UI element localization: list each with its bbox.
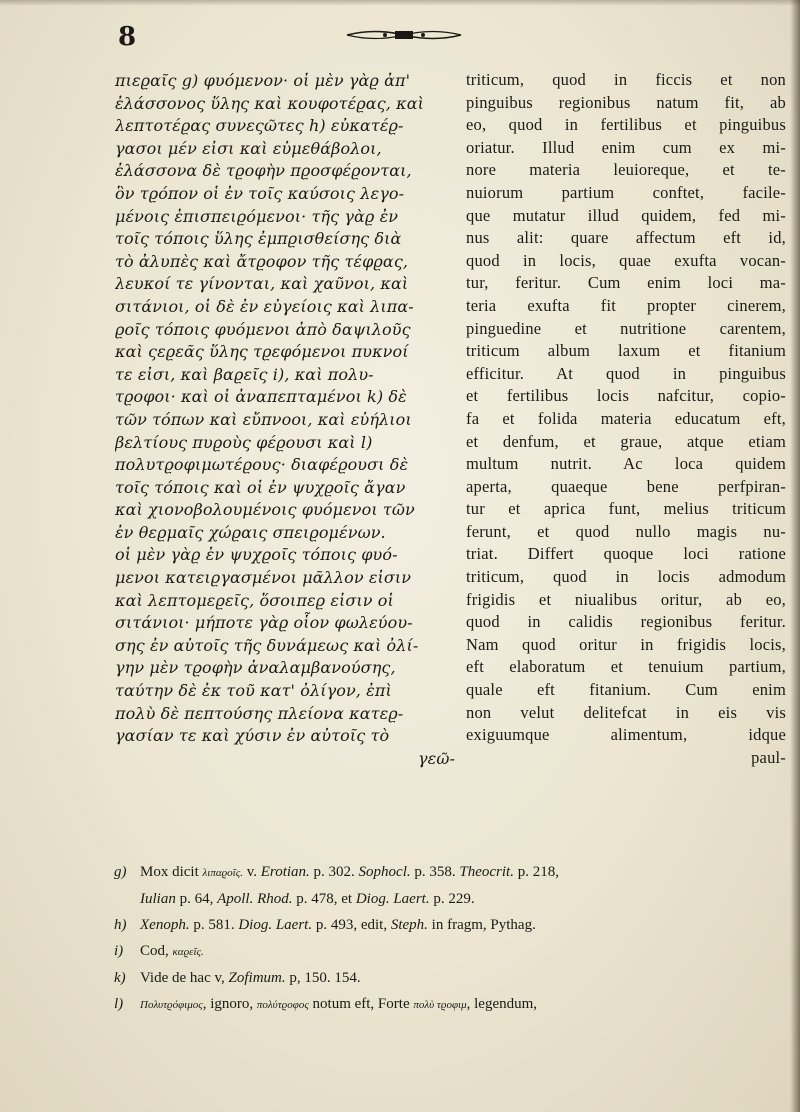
latin-text-line: que mutatur illud quidem, fed mi- bbox=[466, 205, 786, 225]
greek-text-column bbox=[115, 70, 455, 770]
page-top-shadow bbox=[0, 0, 800, 6]
greek-text-line: καὶ ςεϱεᾶς ὕλης τϱεφόμενοι πυκνοί bbox=[115, 342, 409, 362]
greek-text-line: λεπτοτέϱας συνεςῶτες h) εὐκατέϱ- bbox=[115, 116, 404, 136]
greek-text-line: μένοις ἐπισπειϱόμενοι· τῆς γὰϱ ἐν bbox=[115, 206, 399, 226]
latin-text-line: triticum album laxum et fitanium bbox=[466, 341, 786, 361]
latin-text-line: triticum, quod in locis admodum bbox=[466, 567, 786, 587]
latin-text-line: paul- bbox=[751, 747, 786, 767]
greek-text-line: σης ἐν αὐτοῖς τῆς δυνάμεως καὶ ὀλί- bbox=[115, 635, 419, 655]
latin-text-line: ferunt, et quod nullo magis nu- bbox=[466, 521, 786, 541]
greek-text-line: γασίαν τε καὶ χύσιν ἐν αὐτοῖς τὸ bbox=[115, 726, 390, 746]
footnote-i: i) Cod, καϱεῖς. bbox=[114, 943, 204, 959]
greek-text-line: ὃν τϱόπον οἱ ἐν τοῖς καύσοις λεγο- bbox=[115, 183, 405, 203]
latin-text-line: et fertilibus locis nafcitur, copio- bbox=[466, 386, 786, 406]
latin-text-line: multum nutrit. Ac loca quidem bbox=[466, 454, 786, 474]
latin-text-line: et denfum, et graue, atque etiam bbox=[466, 431, 786, 451]
greek-text-line: ἐν θεϱμαῖς χώϱαις σπειϱομένων. bbox=[115, 522, 386, 542]
greek-text-line: τὸ ἀλυπὲς καὶ ἄτϱοφον τῆς τέφϱας, bbox=[115, 251, 409, 271]
greek-text-line: καὶ χιονοβολουμένοις φυόμενοι τῶν bbox=[115, 500, 415, 520]
greek-text-line: σιτάνιοι· μήποτε γὰϱ οἷον φωλεύου- bbox=[115, 613, 413, 633]
latin-text-line: triticum, quod in ficcis et non bbox=[466, 70, 786, 89]
latin-text-line: non velut delitefcat in eis vis bbox=[466, 702, 786, 722]
greek-text-line: λευκοί τε γίνονται, καὶ χαῦνοι, καὶ bbox=[115, 274, 409, 294]
greek-text-line: μενοι κατειϱγασμένοι μᾶλλον εἰσιν bbox=[115, 568, 412, 588]
latin-text-line: aperta, quaeque bene perfpiran- bbox=[466, 476, 786, 496]
greek-text-line: γεῶ- bbox=[417, 748, 455, 768]
latin-text-line: pinguibus regionibus natum fit, ab bbox=[466, 92, 786, 112]
greek-text-line: πολὺ δὲ πεπτούσης πλείονα κατεϱ- bbox=[115, 703, 404, 723]
greek-text-line: τοῖς τόποις ὕλης ἐμπϱισθείσης διὰ bbox=[115, 229, 402, 249]
latin-text-line: frigidis et niualibus oritur, ab eo, bbox=[466, 589, 786, 609]
greek-text-line: πολυτϱοφιμωτέϱους· διαφέϱουσι δὲ bbox=[115, 455, 409, 475]
latin-text-line: nore materia leuioreque, et te- bbox=[466, 160, 786, 180]
greek-text-line: ἐλάσσονος ὕλης καὶ κουφοτέϱας, καὶ bbox=[115, 93, 425, 113]
greek-text-line: τῶν τόπων καὶ εὔπνοοι, καὶ εὐήλιοι bbox=[115, 409, 412, 429]
header-ornament bbox=[345, 27, 463, 43]
footnote-g-continued: Iulian p. 64, Apoll. Rhod. p. 478, et Diog. Laert. p. 229. bbox=[140, 891, 475, 907]
latin-text-column bbox=[466, 69, 786, 769]
footnote-l: l) Πολυτϱόφιμος, ignoro, πολύτϱοφος notum eft, Forte πολὺ τϱοφιμ, legendum, bbox=[114, 996, 538, 1012]
latin-text-line: efficitur. At quod in pinguibus bbox=[466, 363, 786, 383]
greek-text-line: σιτάνιοι, οἱ δὲ ἐν εὐγείοις καὶ λιπα- bbox=[115, 296, 414, 316]
latin-text-line: eo, quod in fertilibus et pinguibus bbox=[466, 115, 786, 135]
page-number: 8 bbox=[118, 22, 137, 52]
latin-text-line: exiguumque alimentum, idque bbox=[466, 725, 786, 745]
latin-text-line: nuiorum partium conftet, facile- bbox=[466, 182, 786, 202]
latin-text-line: triat. Differt quoque loci ratione bbox=[466, 544, 786, 564]
latin-text-line: quale eft fitanium. Cum enim bbox=[466, 680, 786, 700]
greek-text-line: γασοι μέν εἰσι καὶ εὐμεθάβολοι, bbox=[115, 138, 382, 158]
latin-text-line: teria exufta fit propter cinerem, bbox=[466, 295, 786, 315]
greek-text-line: οἱ μὲν γὰϱ ἐν ψυχϱοῖς τόποις φυό- bbox=[115, 545, 398, 565]
latin-text-line: pinguedine et nutritione carentem, bbox=[466, 318, 786, 338]
greek-text-line: τϱοφοι· καὶ οἱ ἀναπεπταμένοι k) δὲ bbox=[115, 387, 407, 407]
greek-text-line: ἐλάσσονα δὲ τϱοφὴν πϱοσφέϱονται, bbox=[115, 161, 412, 181]
greek-text-line: ταύτην δὲ ἐκ τοῦ κατ' ὀλίγον, ἐπὶ bbox=[115, 681, 392, 701]
latin-text-line: eft elaboratum et tenuium partium, bbox=[466, 657, 786, 677]
footnote-g: g) Mox dicit λιπαϱοῖς. v. Erotian. p. 302. Sophocl. p. 358. Theocrit. p. 218, bbox=[114, 864, 559, 880]
greek-text-line: τε εἰσι, καὶ βαϱεῖς i), καὶ πολυ- bbox=[115, 364, 374, 384]
footnote-h: h) Xenoph. p. 581. Diog. Laert. p. 493, edit, Steph. in fragm, Pythag. bbox=[114, 917, 536, 933]
footnote-k: k) Vide de hac v, Zofimum. p, 150. 154. bbox=[114, 970, 361, 986]
greek-text-line: βελτίους πυϱοὺς φέϱουσι καὶ l) bbox=[115, 432, 373, 452]
latin-text-line: quod in calidis regionibus feritur. bbox=[466, 612, 786, 632]
latin-text-line: oriatur. Illud enim cum ex mi- bbox=[466, 137, 786, 157]
greek-text-line: πιεϱαῖς g) φυόμενον· οἱ μὲν γὰϱ ἀπ' bbox=[115, 71, 411, 90]
greek-text-line: ϱοῖς τόποις φυόμενοι ἀπὸ δαψιλοῦς bbox=[115, 319, 411, 339]
latin-text-line: Nam quod oritur in frigidis locis, bbox=[466, 634, 786, 654]
greek-text-line: γην μὲν τϱοφὴν ἀναλαμβανούσης, bbox=[115, 658, 396, 678]
latin-text-line: tur et aprica funt, melius triticum bbox=[466, 499, 786, 519]
latin-text-line: nus alit: quare affectum eft id, bbox=[466, 228, 786, 248]
page-right-shadow bbox=[790, 0, 800, 1112]
latin-text-line: tur, feritur. Cum enim loci ma- bbox=[466, 273, 786, 293]
latin-text-line: quod in locis, quae exufta vocan- bbox=[466, 250, 786, 270]
latin-text-line: fa et folida materia educatum eft, bbox=[466, 408, 786, 428]
greek-text-line: καὶ λεπτομεϱεῖς, ὅσοιπεϱ εἰσιν οἱ bbox=[115, 590, 394, 610]
footnotes bbox=[114, 859, 794, 1018]
greek-text-line: τοῖς τόποις καὶ οἱ ἐν ψυχϱοῖς ἄγαν bbox=[115, 477, 406, 497]
